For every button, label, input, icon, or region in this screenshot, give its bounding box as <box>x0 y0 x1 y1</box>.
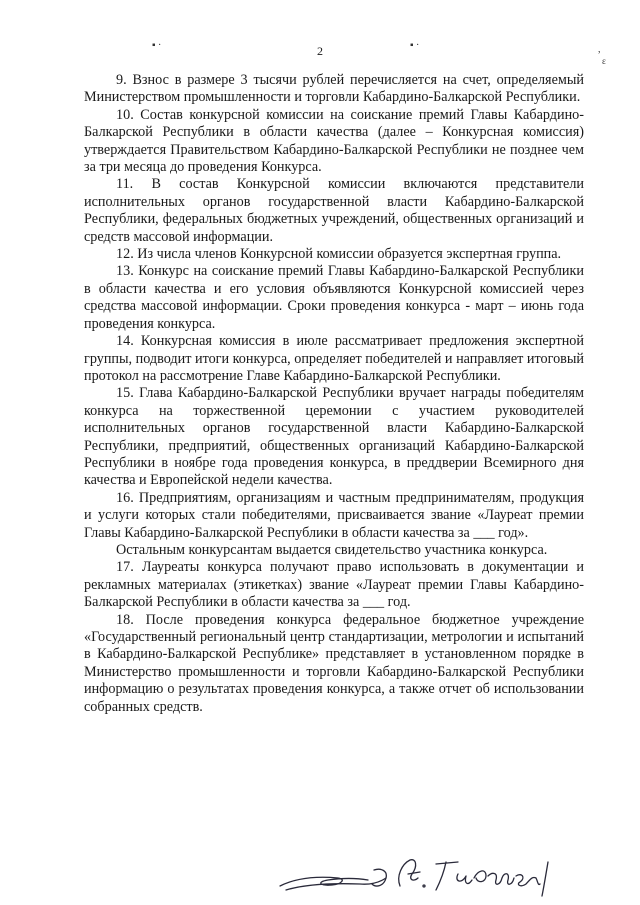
paragraph-14: 14. Конкурсная комиссия в июле рассматривает предложения экспертной группы, подводит итоги конкурса, определяет победителей и направляет итоговый протокол на рассмотрение Главе Кабардино-Балкарской Республики. <box>84 333 585 384</box>
paragraph-10: 10. Состав конкурсной комиссии на соискание премий Главы Кабардино-Балкарской Республики в области качества (далее – Конкурсная комиссия) утверждается Правительством Кабардино-Балкарской Республики не позднее чем за три месяца до проведения Конкурса. <box>84 106 584 176</box>
handwritten-signature <box>276 848 576 900</box>
paragraph-16-note: Остальным конкурсантам выдается свидетельство участника конкурса. <box>116 541 548 558</box>
paragraph-12: 12. Из числа членов Конкурсной комиссии образуется экспертная группа. <box>116 246 562 263</box>
scan-speck: , <box>598 44 601 55</box>
document-body <box>84 72 584 716</box>
paragraph-13: 13. Конкурс на соискание премий Главы Кабардино-Балкарской Республики в области качества и его условия объявляются Конкурсной комиссией через средства массовой информации. Сроки проведения конкурса - март – июнь года проведения конкурса. <box>84 263 584 332</box>
paragraph-17: 17. Лауреаты конкурса получают право использовать в документации и рекламных материалах (этикетках) звание «Лауреат премии Главы Кабардино-Балкарской Республики в области качества за ___ год. <box>84 559 584 611</box>
paragraph-15: 15. Глава Кабардино-Балкарской Республики вручает награды победителям конкурса на торжественной церемонии с участием руководителей исполнительных органов государственной власти Кабардино-Балкарской Республики, предприятий, общественных организаций Кабардино-Балкарской Республики в ноябре года проведения конкурса, в преддверии Всемирного дня качества и Европейской недели качества. <box>84 385 584 489</box>
page-number: 2 <box>317 44 323 58</box>
paragraph-11: 11. В состав Конкурсной комиссии включаются представители исполнительных органов государственной власти Кабардино-Балкарской Республики, федеральных бюджетных учреждений, общественных организаций и средств массовой информации. <box>84 176 584 245</box>
scan-speck: ɛ <box>602 56 606 66</box>
paragraph-9: 9. Взнос в размере 3 тысячи рублей перечисляется на счет, определяемый Министерством промышленности и торговли Кабардино-Балкарской Республики. <box>84 72 584 106</box>
scan-speck: ▪ · <box>410 40 420 51</box>
paragraph-18: 18. После проведения конкурса федеральное бюджетное учреждение «Государственный региональный центр стандартизации, метрологии и испытаний в Кабардино-Балкарской Республике» представляет в установленном порядке в Министерство промышленности и торговли Кабардино-Балкарской Республики информацию о результатах проведения конкурса, а также отчет об использовании собранных средств. <box>84 611 584 715</box>
scan-speck: ▪ · <box>152 40 162 51</box>
paragraph-16: 16. Предприятиям, организациям и частным предпринимателям, продукция и услуги которых стали победителями, присваивается звание «Лауреат премии Главы Кабардино-Балкарской Республики в области качества за ___ год». <box>84 489 584 541</box>
